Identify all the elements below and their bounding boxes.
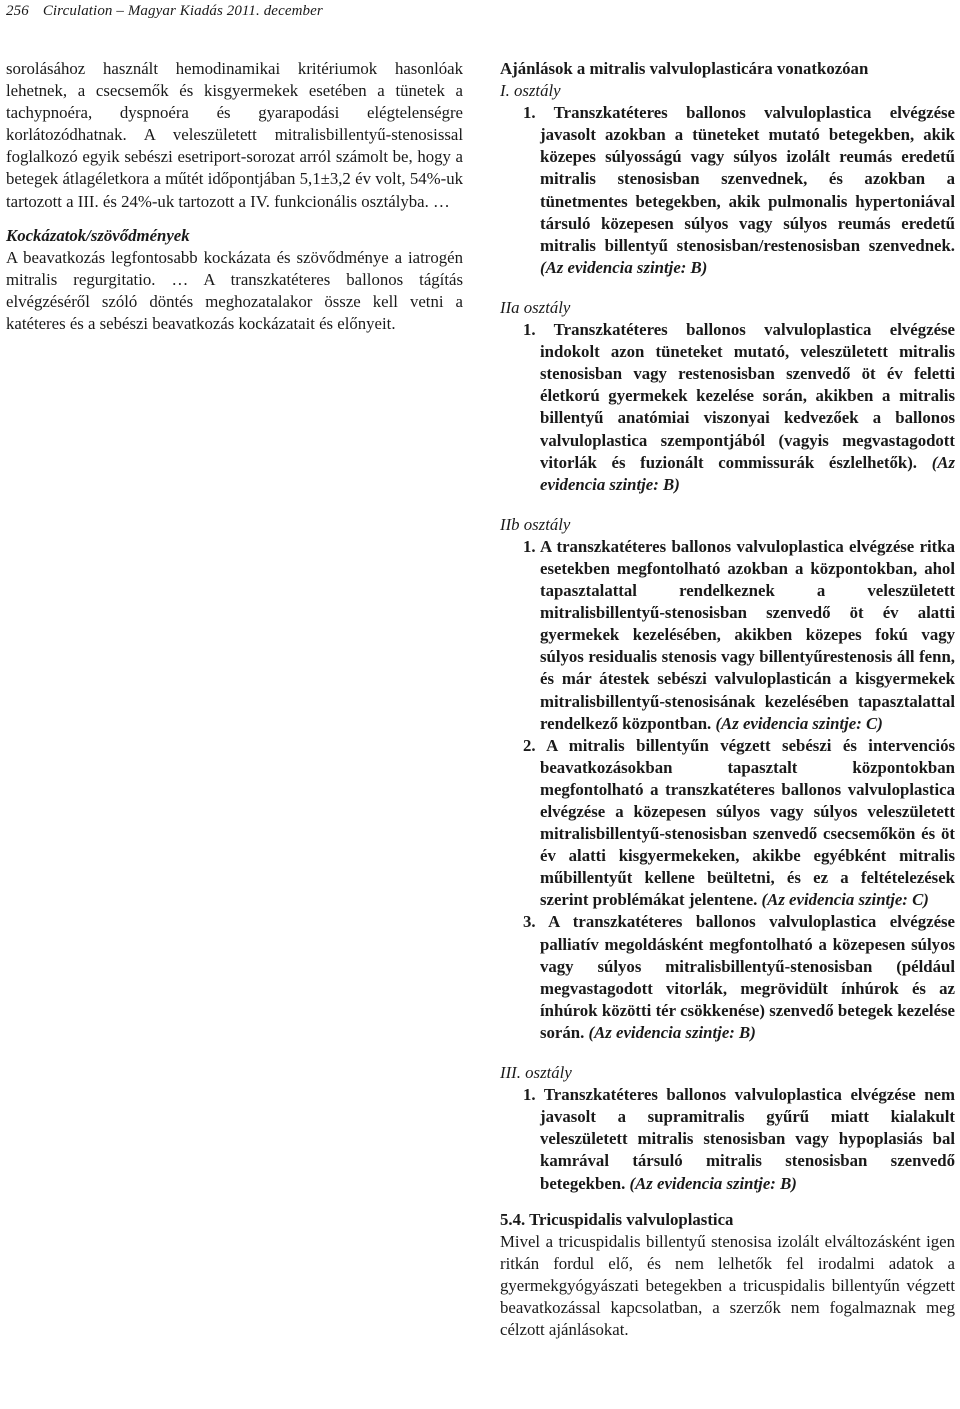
evidence-level: (Az evidencia szintje: C) [761, 890, 929, 910]
left-column [6, 58, 463, 335]
evidence-level: (Az evidencia szintje: C) [715, 713, 883, 733]
class-2a-heading: IIa osztály [500, 297, 571, 317]
evidence-level: (Az evidencia szintje: B) [540, 257, 708, 277]
evidence-level: (Az evidencia szintje: B) [629, 1173, 797, 1193]
class-2a-rec-1-text: 1. Transzkatéteres ballonos valvuloplastica elvégzése indokolt azon tüneteket mutató, veleszületett mitralis stenosisban vagy restenosisban szenvedő öt év feletti életkorú gyermekek kezelése során, akikben a mitralis billentyű anatómiai viszonyai kedvezőek a ballonos valvuloplastica szempontjából (vagyis megvastagodott vitorlák és fuzionált commissurák észlelhetők). [523, 320, 955, 472]
paragraph-hemodynamics: sorolásához használt hemodinamikai kritériumok hasonlóak lehetnek, a csecsemők és kisgyermekek esetében a tünetek a tachypnoéra, dyspnoéra és gyarapodási elégtelenségre korlátozódhatnak. A veleszületett mitralisbillentyű-stenosissal foglalkozó egyik sebészi esetriport-sorozat arról számolt be, hogy a betegek átlagéletkora a műtét időpontjában 5,1±3,2 év volt, 54%-uk tartozott a III. és 24%-uk tartozott a IV. funkcionális osztályba. … [6, 59, 463, 211]
recommendations-title: Ajánlások a mitralis valvuloplasticára vonatkozóan [500, 59, 869, 78]
class-3-rec-1-text: 1. Transzkatéteres ballonos valvuloplastica elvégzése nem javasolt a supramitralis gyűrű miatt kialakult veleszületett mitralis stenosisban vagy hypoplasiás bal kamrával társuló mitralis stenosisban szenvedő betegekben. [523, 1085, 955, 1193]
running-head [6, 0, 323, 22]
class-1-rec-1 [500, 102, 955, 279]
class-3-rec-1 [500, 1084, 955, 1194]
class-2b-rec-2-text: 2. A mitralis billentyűn végzett sebészi és intervenciós beavatkozásokban tapasztalt központokban megfontolható a transzkatéteres ballonos valvuloplastica elvégzése a közepesen súlyos vagy súlyos veleszületett mitralisbillentyű-stenosisban szenvedő csecsemőkön és öt év alatti kisgyermekeken, akikbe egyébként mitralis műbillentyűt kellene beültetni, és ez a feltételezések szerint problémákat jelentene. [523, 735, 955, 910]
class-1-heading: I. osztály [500, 81, 561, 101]
paragraph-complications: A beavatkozás legfontosabb kockázata és szövődménye a iatrogén mitralis regurgitatio. … A transzkatéteres ballonos tágítás elvégzéséről szóló döntés meghozatalakor össze kell vetni a katéteres és a sebészi beavatkozás kockázatait és előnyeit. [6, 247, 463, 334]
class-2b-heading: IIb osztály [500, 514, 571, 534]
class-2b-rec-1 [500, 536, 955, 735]
evidence-level: (Az evidencia szintje: B) [540, 452, 955, 494]
right-column [500, 58, 955, 1341]
class-1-rec-1-text: 1. Transzkatéteres ballonos valvuloplastica elvégzése javasolt azokban a tüneteket mutató betegekben, akik közepes súlyosságú vagy súlyos izolált reumás eredetű mitralis stenosisban szenvednek, és azokban a tünetmentes betegekben, akik pulmonalis hypertoniával társuló közepesen súlyos vagy súlyos reumás eredetű mitralis billentyű stenosisban/restenosisban szenvednek. [523, 103, 955, 255]
class-2b-rec-1-text: 1. A transzkatéteres ballonos valvuloplastica elvégzése ritka esetekben megfontolható azokban a központokban, ahol tapasztalattal rendelkeznek a veleszületett mitralisbillentyű-stenosisban szenvedő öt év alatti gyermekek kezelésében, akikben közepes fokú vagy súlyos residualis stenosis vagy billentyűrestenosis áll fenn, és már átestek sebészi valvuloplasticán a kisgyermekek mitralisbillentyű-stenosisának kezelésében tapasztalattal rendelkező központban. [523, 536, 955, 733]
section-title-complications: Kockázatok/szövődmények [6, 225, 190, 245]
evidence-level: (Az evidencia szintje: B) [588, 1022, 756, 1042]
class-2b-rec-3 [500, 911, 955, 1044]
class-3-heading: III. osztály [500, 1063, 572, 1083]
journal-title: Circulation – Magyar Kiadás 2011. december [42, 3, 323, 19]
section-title-tricuspid: 5.4. Tricuspidalis valvuloplastica [500, 1209, 734, 1229]
page-number: 256 [6, 3, 29, 19]
class-2b-rec-2 [500, 735, 955, 912]
class-2a-rec-1 [500, 319, 955, 496]
paragraph-tricuspid: Mivel a tricuspidalis billentyű stenosisa izolált elváltozásként igen ritkán fordul elő, és nem lelhetők fel irodalmi adatok a gyermekgyógyászati betegekben a tricuspidalis billentyűn végzett beavatkozással kapcsolatban, a szerzők nem fogalmaznak meg célzott ajánlásokat. [500, 1231, 955, 1340]
class-2b-rec-3-text: 3. A transzkatéteres ballonos valvuloplastica elvégzése palliatív megoldásként megfontolható a közepesen súlyos vagy súlyos mitralisbillentyű-stenosisban (például megvastagodott vitorlák, megrövidült ínhúrok és az ínhúrok közötti tér csökkenése) szenvedő betegek kezelése során. [523, 912, 955, 1042]
